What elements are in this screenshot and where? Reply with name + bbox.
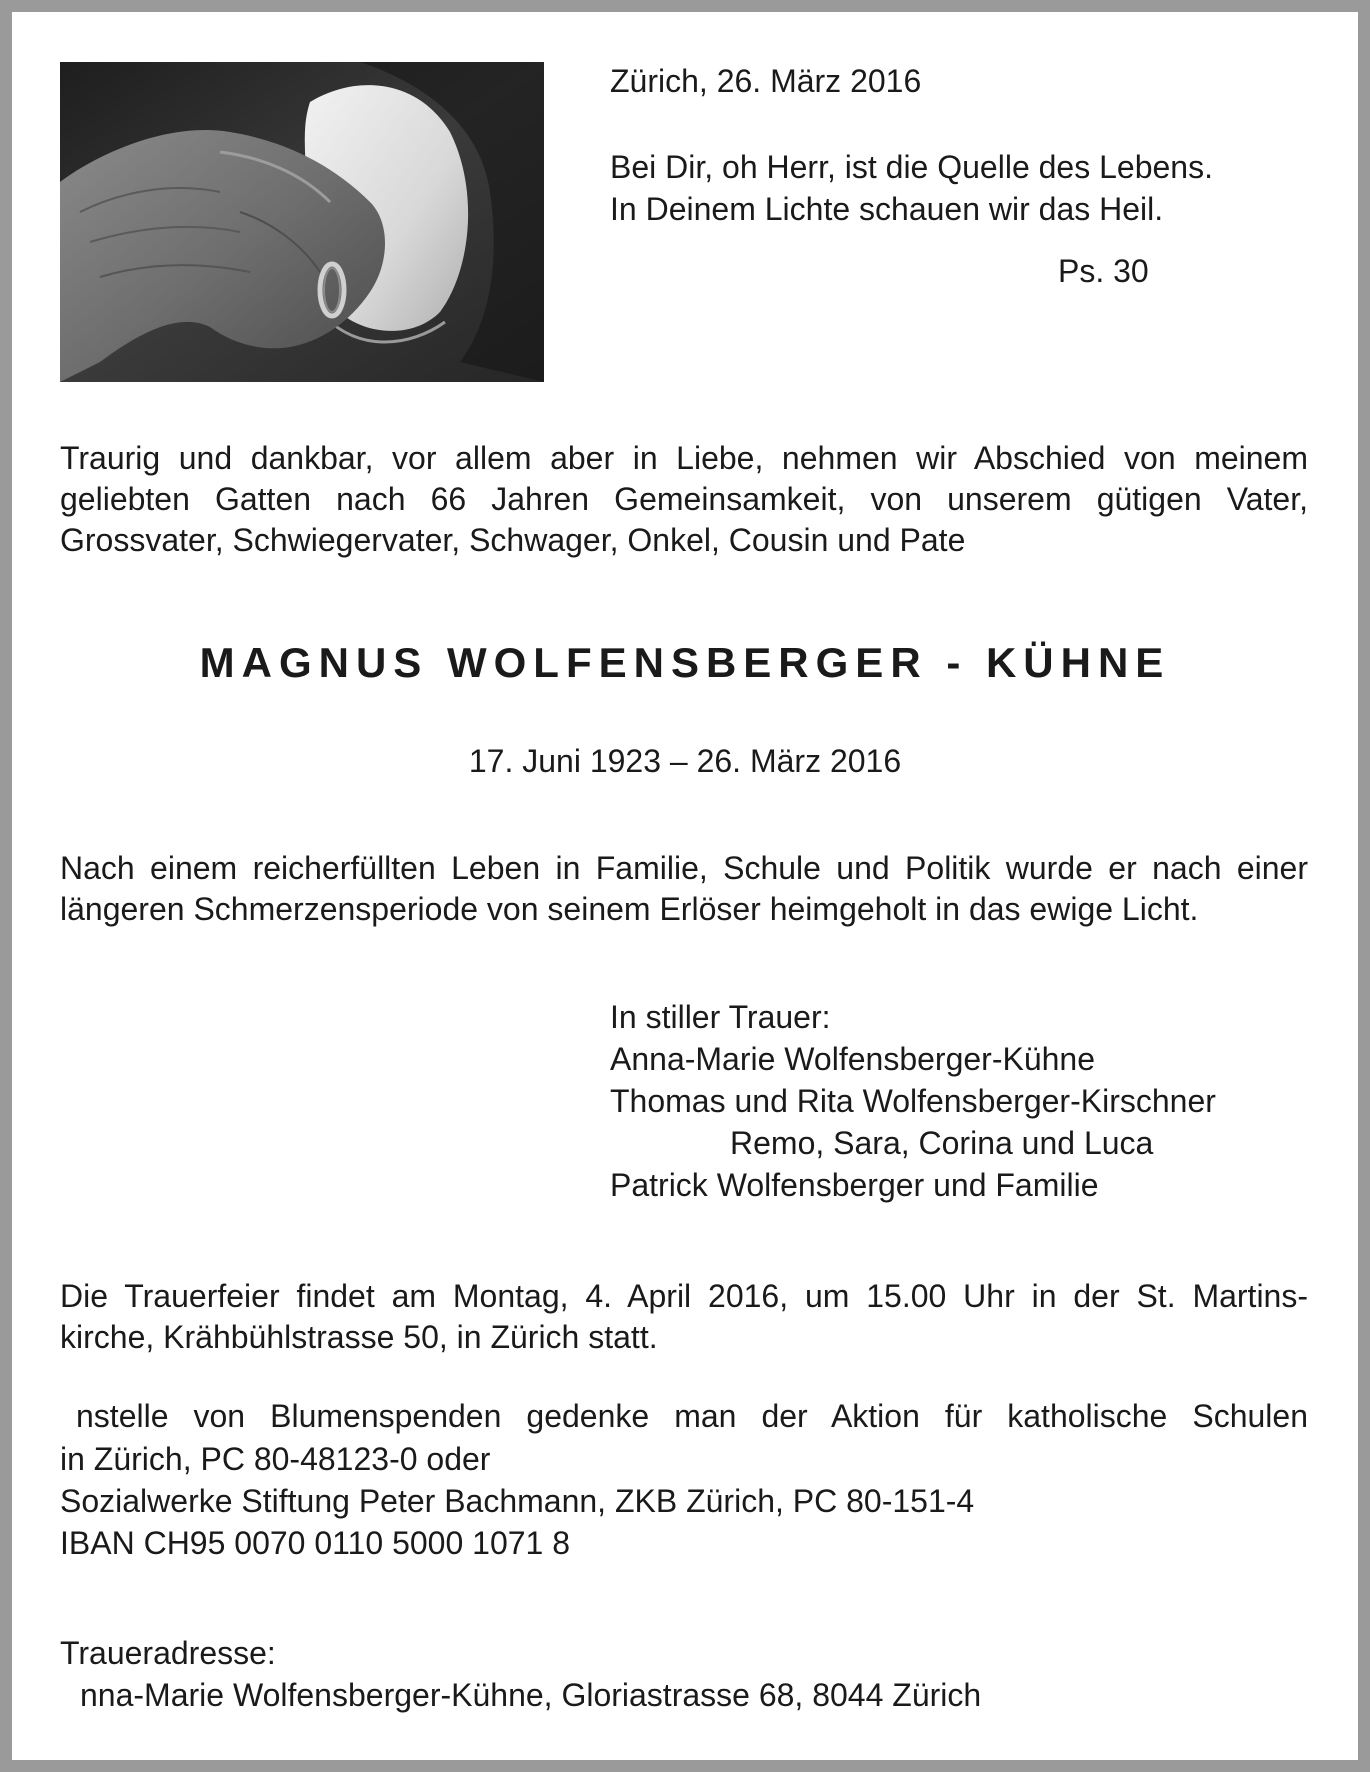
life-line-2: längeren Schmerzensperiode von seinem Erlöser heimgeholt in das ewige Licht. xyxy=(60,891,1199,927)
donations-line-4: IBAN CH95 0070 0110 5000 1071 8 xyxy=(60,1525,571,1561)
donations-line-1: nstelle von Blumenspenden gedenke man der Aktion für katholische Schulen xyxy=(76,1398,1308,1434)
donations-line-2: in Zürich, PC 80-48123-0 oder xyxy=(60,1441,491,1477)
mourner-4: Patrick Wolfensberger und Familie xyxy=(610,1167,1099,1203)
address-value: nna-Marie Wolfensberger-Kühne, Gloriastrasse 68, 8044 Zürich xyxy=(80,1677,982,1713)
mourner-2: Thomas und Rita Wolfensberger-Kirschner xyxy=(610,1083,1216,1119)
hands-image-icon xyxy=(60,62,544,382)
psalm-line-2: In Deinem Lichte schauen wir das Heil. xyxy=(610,191,1164,227)
life-paragraph xyxy=(60,848,1308,930)
mourners-heading: In stiller Trauer: xyxy=(610,999,831,1035)
intro-line-1: Traurig und dankbar, vor allem aber in Liebe, nehmen wir Abschied von meinem xyxy=(60,440,1308,476)
life-line-1: Nach einem reicherfüllten Leben in Familie, Schule und Politik wurde er nach einer xyxy=(60,850,1308,886)
psalm-line-1: Bei Dir, oh Herr, ist die Quelle des Lebens. xyxy=(610,149,1213,185)
address-label: Traueradresse: xyxy=(60,1635,276,1671)
donations-line-3: Sozialwerke Stiftung Peter Bachmann, ZKB Zürich, PC 80-151-4 xyxy=(60,1483,975,1519)
obituary-page xyxy=(12,12,1358,1760)
mourner-3: Remo, Sara, Corina und Luca xyxy=(730,1125,1154,1161)
donations-first-line xyxy=(76,1396,1308,1437)
intro-line-3: Grossvater, Schwiegervater, Schwager, Onkel, Cousin und Pate xyxy=(60,522,966,558)
ceremony-line-1: Die Trauerfeier findet am Montag, 4. April 2016, um 15.00 Uhr in der St. Martins- xyxy=(60,1278,1308,1314)
ceremony-paragraph xyxy=(60,1276,1308,1358)
life-dates: 17. Juni 1923 – 26. März 2016 xyxy=(468,743,902,779)
mourner-1: Anna-Marie Wolfensberger-Kühne xyxy=(610,1041,1095,1077)
deceased-name: MAGNUS WOLFENSBERGER - KÜHNE xyxy=(199,639,1171,686)
intro-paragraph xyxy=(60,438,1308,561)
intro-line-2: geliebten Gatten nach 66 Jahren Gemeinsamkeit, von unserem gütigen Vater, xyxy=(60,481,1308,517)
place-date: Zürich, 26. März 2016 xyxy=(610,63,922,99)
psalm-reference: Ps. 30 xyxy=(1058,253,1149,289)
hands-photo xyxy=(60,62,544,382)
ceremony-line-2: kirche, Krähbühlstrasse 50, in Zürich statt. xyxy=(60,1319,658,1355)
